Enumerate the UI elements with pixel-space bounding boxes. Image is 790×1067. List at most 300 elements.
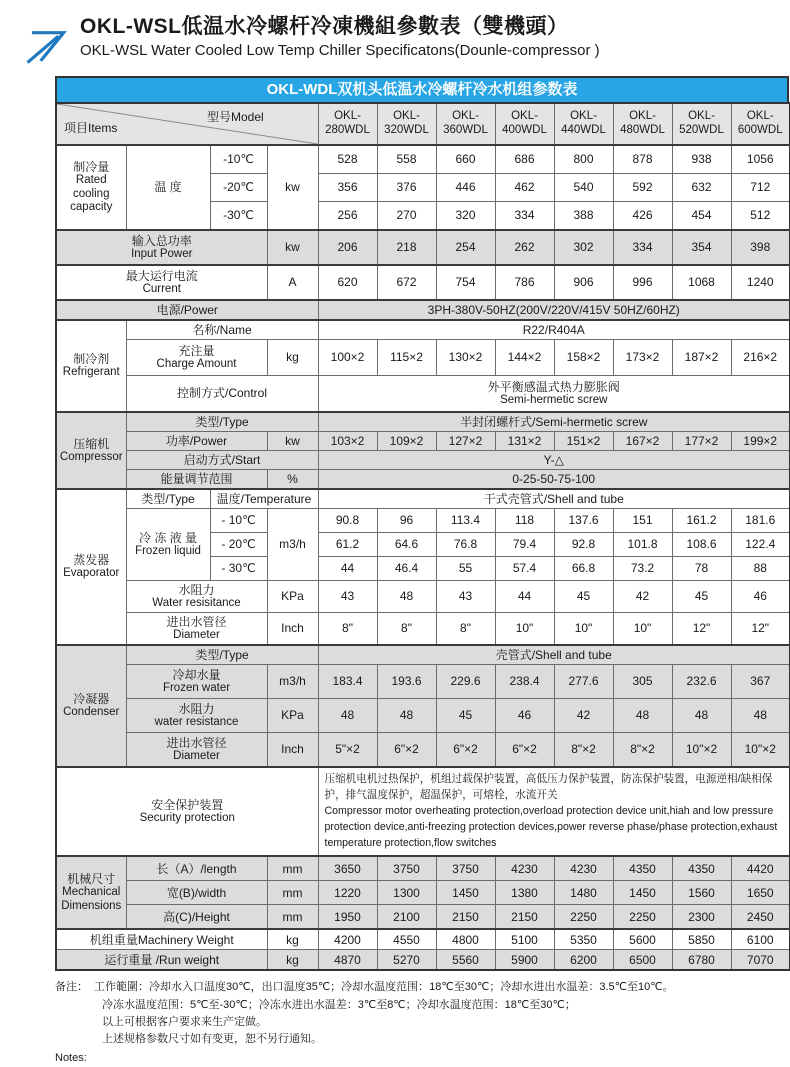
evap-diameter-unit-cell: Inch <box>267 613 318 646</box>
value-cell: 183.4 <box>318 665 377 699</box>
value-cell: 45 <box>672 581 731 613</box>
model-header-cell <box>554 103 613 145</box>
value-cell: 660 <box>436 145 495 174</box>
evap-resistance-row <box>56 581 790 613</box>
value-cell: 6"×2 <box>436 733 495 768</box>
value-cell: 5"×2 <box>318 733 377 768</box>
value-cell: 6"×2 <box>377 733 436 768</box>
cond-diameter-unit-cell: Inch <box>267 733 318 768</box>
temp-cell: -20℃ <box>210 174 267 202</box>
value-cell: 4230 <box>554 856 613 881</box>
value-cell: 10"×2 <box>672 733 731 768</box>
value-cell: 45 <box>436 699 495 733</box>
value-cell: 42 <box>554 699 613 733</box>
model-suffix: 440WDL <box>561 124 606 136</box>
title-block <box>80 10 600 59</box>
page-title: OKL-WSL低温水冷螺杆冷凍機組參數表（雙機頭） <box>80 15 569 38</box>
value-cell: 76.8 <box>436 533 495 557</box>
value-cell: 354 <box>672 230 731 265</box>
model-prefix: OKL- <box>334 110 361 123</box>
compressor-type-row <box>56 412 790 432</box>
current-unit-cell: A <box>267 265 318 300</box>
value-cell: 3750 <box>377 856 436 881</box>
value-cell: 158×2 <box>554 340 613 376</box>
value-cell: 320 <box>436 202 495 231</box>
model-suffix: 280WDL <box>325 124 370 136</box>
width-label-cell: 宽(B)/width <box>126 881 267 905</box>
value-cell: 1650 <box>731 881 790 905</box>
energy-range-row <box>56 470 790 490</box>
cond-resistance-label-cell <box>126 699 267 733</box>
energy-value-cell: 0-25-50-75-100 <box>318 470 790 490</box>
value-cell: 216×2 <box>731 340 790 376</box>
cooling-water-label-en: Frozen water <box>162 681 231 694</box>
model-suffix: 320WDL <box>384 124 429 136</box>
value-cell: 113.4 <box>436 509 495 533</box>
value-cell: 2450 <box>731 905 790 930</box>
value-cell: 43 <box>436 581 495 613</box>
value-cell: 1560 <box>672 881 731 905</box>
value-cell: 100×2 <box>318 340 377 376</box>
cooling-water-label-cn: 冷却水量 <box>172 667 221 682</box>
control-value-cn: 外平衡感温式热力膨胀阀 <box>487 379 620 394</box>
model-header-cell <box>672 103 731 145</box>
value-cell: 79.4 <box>495 533 554 557</box>
value-cell: 878 <box>613 145 672 174</box>
compressor-type-label-cell: 类型/Type <box>126 412 318 432</box>
dimensions-label-en: Mechanical Dimensions <box>61 886 122 913</box>
dimension-row <box>56 905 790 930</box>
value-cell: 61.2 <box>318 533 377 557</box>
charge-label-cell <box>126 340 267 376</box>
value-cell: 206 <box>318 230 377 265</box>
condenser-type-row <box>56 645 790 665</box>
value-cell: 5560 <box>436 950 495 971</box>
value-cell: 996 <box>613 265 672 300</box>
value-cell: 376 <box>377 174 436 202</box>
value-cell: 1450 <box>613 881 672 905</box>
value-cell: 454 <box>672 202 731 231</box>
value-cell: 2100 <box>377 905 436 930</box>
note-line: 冷冻水温度范围：5℃至-30℃；冷冻水进出水温差：3℃至8℃；冷却水温度范围：18℃至30℃； <box>102 998 576 1011</box>
value-cell: 305 <box>613 665 672 699</box>
items-corner-label: 项目Items <box>64 121 118 135</box>
notes-en-label: Notes: <box>55 1051 87 1064</box>
value-cell: 103×2 <box>318 432 377 451</box>
value-cell: 540 <box>554 174 613 202</box>
current-row <box>56 265 790 300</box>
evaporator-type-row <box>56 489 790 509</box>
current-label-cn: 最大运行电流 <box>125 268 198 283</box>
value-cell: 12" <box>672 613 731 646</box>
value-cell: 592 <box>613 174 672 202</box>
value-cell: 46.4 <box>377 557 436 581</box>
value-cell: 2150 <box>495 905 554 930</box>
cooling-water-row <box>56 665 790 699</box>
value-cell: 45 <box>554 581 613 613</box>
current-label-cell <box>56 265 267 300</box>
model-prefix: OKL- <box>746 110 774 123</box>
value-cell: 167×2 <box>613 432 672 451</box>
value-cell: 193.6 <box>377 665 436 699</box>
evaporator-type-value-cell: 干式壳管式/Shell and tube <box>318 489 790 509</box>
value-cell: 3750 <box>436 856 495 881</box>
arrow-up-right-icon <box>24 24 68 66</box>
value-cell: 367 <box>731 665 790 699</box>
compressor-label-cn: 压缩机 <box>73 436 110 451</box>
model-corner-label: 型号Model <box>207 110 264 124</box>
value-cell: 270 <box>377 202 436 231</box>
value-cell: 2300 <box>672 905 731 930</box>
value-cell: 10" <box>495 613 554 646</box>
model-header-cell <box>731 103 790 145</box>
note-line <box>55 979 790 996</box>
value-cell: 398 <box>731 230 790 265</box>
value-cell: 4200 <box>318 929 377 950</box>
evaporator-type-label-cell: 类型/Type <box>126 489 210 509</box>
frozen-liquid-row <box>56 509 790 533</box>
value-cell: 2250 <box>554 905 613 930</box>
value-cell: 64.6 <box>377 533 436 557</box>
value-cell: 5270 <box>377 950 436 971</box>
value-cell: 686 <box>495 145 554 174</box>
value-cell: 44 <box>495 581 554 613</box>
value-cell: 4800 <box>436 929 495 950</box>
condenser-type-label-cell: 类型/Type <box>126 645 318 665</box>
temp-cell: - 10℃ <box>210 509 267 533</box>
value-cell: 8" <box>377 613 436 646</box>
value-cell: 512 <box>731 202 790 231</box>
capacity-unit-cell: kw <box>267 145 318 230</box>
length-unit-cell: mm <box>267 856 318 881</box>
charge-label-en: Charge Amount <box>156 357 237 370</box>
evaporator-label-en: Evaporator <box>63 567 120 580</box>
frozen-liquid-label-cell <box>126 509 210 581</box>
value-cell: 334 <box>495 202 554 231</box>
capacity-label-cn: 制冷量 <box>73 160 110 175</box>
refrigerant-name-row <box>56 320 790 340</box>
value-cell: 151 <box>613 509 672 533</box>
model-prefix: OKL- <box>688 110 715 123</box>
refrigerant-label-cell <box>56 320 126 412</box>
value-cell: 144×2 <box>495 340 554 376</box>
security-label-en: Security protection <box>139 812 235 825</box>
model-header-cell <box>377 103 436 145</box>
charge-amount-row <box>56 340 790 376</box>
evap-diameter-row <box>56 613 790 646</box>
value-cell: 5900 <box>495 950 554 971</box>
charge-label-cn: 充注量 <box>178 343 215 358</box>
machinery-weight-unit-cell: kg <box>267 929 318 950</box>
value-cell: 6500 <box>613 950 672 971</box>
control-label-cell: 控制方式/Control <box>126 376 318 413</box>
value-cell: 426 <box>613 202 672 231</box>
note-line: 以上可根据客户要求来生产定做。 <box>102 1015 267 1028</box>
machinery-weight-label-cell: 机组重量Machinery Weight <box>56 929 267 950</box>
value-cell: 6100 <box>731 929 790 950</box>
refrigerant-label-cn: 制冷剂 <box>73 352 110 367</box>
value-cell: 1068 <box>672 265 731 300</box>
value-cell: 218 <box>377 230 436 265</box>
power-supply-row <box>56 300 790 320</box>
compressor-start-row <box>56 451 790 470</box>
input-power-label-cell <box>56 230 267 265</box>
run-weight-unit-cell: kg <box>267 950 318 971</box>
compressor-label-en: Compressor <box>59 450 123 463</box>
frozen-liquid-unit-cell: m3/h <box>267 509 318 581</box>
power-supply-value-cell: 3PH-380V-50HZ(200V/220V/415V 50HZ/60HZ) <box>318 300 790 320</box>
value-cell: 4870 <box>318 950 377 971</box>
frozen-liquid-label-en: Frozen liquid <box>135 544 201 557</box>
security-label-cn: 安全保护装置 <box>151 797 224 812</box>
capacity-row <box>56 145 790 174</box>
value-cell: 137.6 <box>554 509 613 533</box>
value-cell: 46 <box>495 699 554 733</box>
evap-resistance-label-cell <box>126 581 267 613</box>
page-header <box>0 0 790 70</box>
length-label-cell: 长（A）/length <box>126 856 267 881</box>
value-cell: 388 <box>554 202 613 231</box>
model-header-cell <box>613 103 672 145</box>
model-header-cell <box>318 103 377 145</box>
machinery-weight-row <box>56 929 790 950</box>
model-suffix: 520WDL <box>679 124 724 136</box>
security-value-cell <box>318 767 790 856</box>
value-cell: 1950 <box>318 905 377 930</box>
value-cell: 6"×2 <box>495 733 554 768</box>
value-cell: 2250 <box>613 905 672 930</box>
value-cell: 12" <box>731 613 790 646</box>
model-suffix: 400WDL <box>502 124 547 136</box>
value-cell: 48 <box>318 699 377 733</box>
value-cell: 262 <box>495 230 554 265</box>
value-cell: 4350 <box>613 856 672 881</box>
value-cell: 48 <box>613 699 672 733</box>
value-cell: 118 <box>495 509 554 533</box>
value-cell: 800 <box>554 145 613 174</box>
value-cell: 10"×2 <box>731 733 790 768</box>
value-cell: 1300 <box>377 881 436 905</box>
page-subtitle: OKL-WSL Water Cooled Low Temp Chiller Specificatons(Dounle-compressor ) <box>80 42 600 59</box>
input-power-label-en: Input Power <box>131 247 193 260</box>
value-cell: 44 <box>318 557 377 581</box>
refrigerant-label-en: Refrigerant <box>62 366 120 379</box>
condenser-label-en: Condenser <box>63 706 120 719</box>
value-cell: 528 <box>318 145 377 174</box>
cond-resistance-unit-cell: KPa <box>267 699 318 733</box>
compressor-label-cell <box>56 412 126 489</box>
current-label-en: Current <box>142 282 181 295</box>
value-cell: 101.8 <box>613 533 672 557</box>
value-cell: 181.6 <box>731 509 790 533</box>
value-cell: 73.2 <box>613 557 672 581</box>
corner-cell <box>56 103 318 145</box>
input-power-row <box>56 230 790 265</box>
value-cell: 88 <box>731 557 790 581</box>
cooling-water-label-cell <box>126 665 267 699</box>
evap-resistance-unit-cell: KPa <box>267 581 318 613</box>
value-cell: 754 <box>436 265 495 300</box>
model-header-row <box>56 103 790 145</box>
value-cell: 356 <box>318 174 377 202</box>
evaporator-label-cn: 蒸发器 <box>73 553 110 568</box>
value-cell: 199×2 <box>731 432 790 451</box>
value-cell: 6780 <box>672 950 731 971</box>
height-unit-cell: mm <box>267 905 318 930</box>
dimension-row <box>56 881 790 905</box>
note-text: 工作範圍：冷却水入口温度30℃，出口温度35℃；冷却水温度范围：18℃至30℃；冷却水进出水温差：3.5℃至10℃。 <box>94 981 674 994</box>
temp-cell: -10℃ <box>210 145 267 174</box>
model-header-cell <box>436 103 495 145</box>
value-cell: 446 <box>436 174 495 202</box>
value-cell: 177×2 <box>672 432 731 451</box>
value-cell: 122.4 <box>731 533 790 557</box>
capacity-label-en: Rated cooling capacity <box>70 174 113 214</box>
model-prefix: OKL- <box>511 110 538 123</box>
cond-diameter-label-cell <box>126 733 267 768</box>
value-cell: 48 <box>672 699 731 733</box>
dimensions-label-cn: 机械尺寸 <box>67 872 116 887</box>
value-cell: 46 <box>731 581 790 613</box>
value-cell: 5350 <box>554 929 613 950</box>
cond-diameter-label-cn: 进出水管径 <box>166 735 227 750</box>
value-cell: 558 <box>377 145 436 174</box>
value-cell: 8" <box>318 613 377 646</box>
table-caption: OKL-WDL双机头低温水冷螺杆冷水机组参数表 <box>55 76 789 102</box>
height-label-cell: 高(C)/Height <box>126 905 267 930</box>
power-supply-label-cell: 电源/Power <box>56 300 318 320</box>
value-cell: 462 <box>495 174 554 202</box>
spec-table-wrap <box>55 76 789 971</box>
condenser-label-cell <box>56 645 126 767</box>
charge-unit-cell: kg <box>267 340 318 376</box>
value-cell: 1380 <box>495 881 554 905</box>
compressor-power-unit-cell: kw <box>267 432 318 451</box>
value-cell: 42 <box>613 581 672 613</box>
value-cell: 4550 <box>377 929 436 950</box>
evaporator-label-cell <box>56 489 126 645</box>
dimension-row <box>56 856 790 881</box>
refrigerant-name-value-cell: R22/R404A <box>318 320 790 340</box>
model-suffix: 480WDL <box>620 124 665 136</box>
evap-resistance-label-cn: 水阻力 <box>178 582 215 597</box>
compressor-type-value-cell: 半封闭螺杆式/Semi-hermetic screw <box>318 412 790 432</box>
refrigerant-name-label-cell: 名称/Name <box>126 320 318 340</box>
value-cell: 78 <box>672 557 731 581</box>
control-value-en: Semi-hermetic screw <box>500 393 608 406</box>
value-cell: 256 <box>318 202 377 231</box>
temp-cell: - 20℃ <box>210 533 267 557</box>
value-cell: 187×2 <box>672 340 731 376</box>
value-cell: 8"×2 <box>554 733 613 768</box>
notes-section <box>55 979 790 1066</box>
value-cell: 92.8 <box>554 533 613 557</box>
value-cell: 130×2 <box>436 340 495 376</box>
value-cell: 334 <box>613 230 672 265</box>
run-weight-label-cell: 运行重量 /Run weight <box>56 950 267 971</box>
value-cell: 620 <box>318 265 377 300</box>
value-cell: 10" <box>554 613 613 646</box>
value-cell: 5100 <box>495 929 554 950</box>
cond-resistance-label-en: water resistance <box>154 715 239 728</box>
value-cell: 277.6 <box>554 665 613 699</box>
evap-diameter-label-en: Diameter <box>173 628 220 641</box>
energy-unit-cell: % <box>267 470 318 490</box>
value-cell: 8"×2 <box>613 733 672 768</box>
value-cell: 2150 <box>436 905 495 930</box>
value-cell: 712 <box>731 174 790 202</box>
value-cell: 96 <box>377 509 436 533</box>
security-row <box>56 767 790 856</box>
evaporator-temp-label-cell: 温度/Temperature <box>210 489 318 509</box>
value-cell: 10" <box>613 613 672 646</box>
value-cell: 302 <box>554 230 613 265</box>
evap-diameter-label-cell <box>126 613 267 646</box>
security-text-cn: 压缩机电机过热保护，机组过载保护装置，高低压力保护装置，防冻保护装置，电源逆相/缺相保护，排气温度保护，超温保护，可熔栓，水流开关 <box>324 773 773 801</box>
frozen-liquid-label-cn: 冷 冻 液 量 <box>138 530 197 545</box>
value-cell: 1450 <box>436 881 495 905</box>
temp-cell: -30℃ <box>210 202 267 231</box>
cond-resistance-label-cn: 水阻力 <box>178 701 215 716</box>
value-cell: 109×2 <box>377 432 436 451</box>
value-cell: 6200 <box>554 950 613 971</box>
value-cell: 232.6 <box>672 665 731 699</box>
value-cell: 786 <box>495 265 554 300</box>
condenser-label-cn: 冷凝器 <box>73 692 110 707</box>
value-cell: 127×2 <box>436 432 495 451</box>
start-label-cell: 启动方式/Start <box>126 451 318 470</box>
cooling-water-unit-cell: m3/h <box>267 665 318 699</box>
value-cell: 229.6 <box>436 665 495 699</box>
value-cell: 5850 <box>672 929 731 950</box>
value-cell: 43 <box>318 581 377 613</box>
value-cell: 1480 <box>554 881 613 905</box>
value-cell: 3650 <box>318 856 377 881</box>
temperature-label-cell: 温 度 <box>126 145 210 230</box>
temp-cell: - 30℃ <box>210 557 267 581</box>
value-cell: 90.8 <box>318 509 377 533</box>
run-weight-row <box>56 950 790 971</box>
capacity-label-cell <box>56 145 126 230</box>
value-cell: 48 <box>377 581 436 613</box>
value-cell: 5600 <box>613 929 672 950</box>
value-cell: 173×2 <box>613 340 672 376</box>
compressor-power-row <box>56 432 790 451</box>
start-value-cell: Y-△ <box>318 451 790 470</box>
value-cell: 108.6 <box>672 533 731 557</box>
value-cell: 66.8 <box>554 557 613 581</box>
value-cell: 672 <box>377 265 436 300</box>
input-power-label-cn: 输入总功率 <box>131 233 192 248</box>
cond-resistance-row <box>56 699 790 733</box>
value-cell: 4230 <box>495 856 554 881</box>
value-cell: 1056 <box>731 145 790 174</box>
value-cell: 1220 <box>318 881 377 905</box>
model-suffix: 600WDL <box>737 124 783 136</box>
value-cell: 131×2 <box>495 432 554 451</box>
value-cell: 7070 <box>731 950 790 971</box>
energy-label-cell: 能量调节范围 <box>126 470 267 490</box>
security-text-en: Compressor motor overheating protection,overload protection device unit,hiah and low pressure protection device,anti-freezing protection devices,power reverse phase/phase protection,exhaust temperature protection,flow switches <box>324 804 778 849</box>
control-value-cell <box>318 376 790 413</box>
spec-table <box>55 102 790 971</box>
model-prefix: OKL- <box>393 110 420 123</box>
cond-diameter-label-en: Diameter <box>173 749 220 762</box>
value-cell: 906 <box>554 265 613 300</box>
value-cell: 238.4 <box>495 665 554 699</box>
control-row <box>56 376 790 413</box>
input-power-unit-cell: kw <box>267 230 318 265</box>
